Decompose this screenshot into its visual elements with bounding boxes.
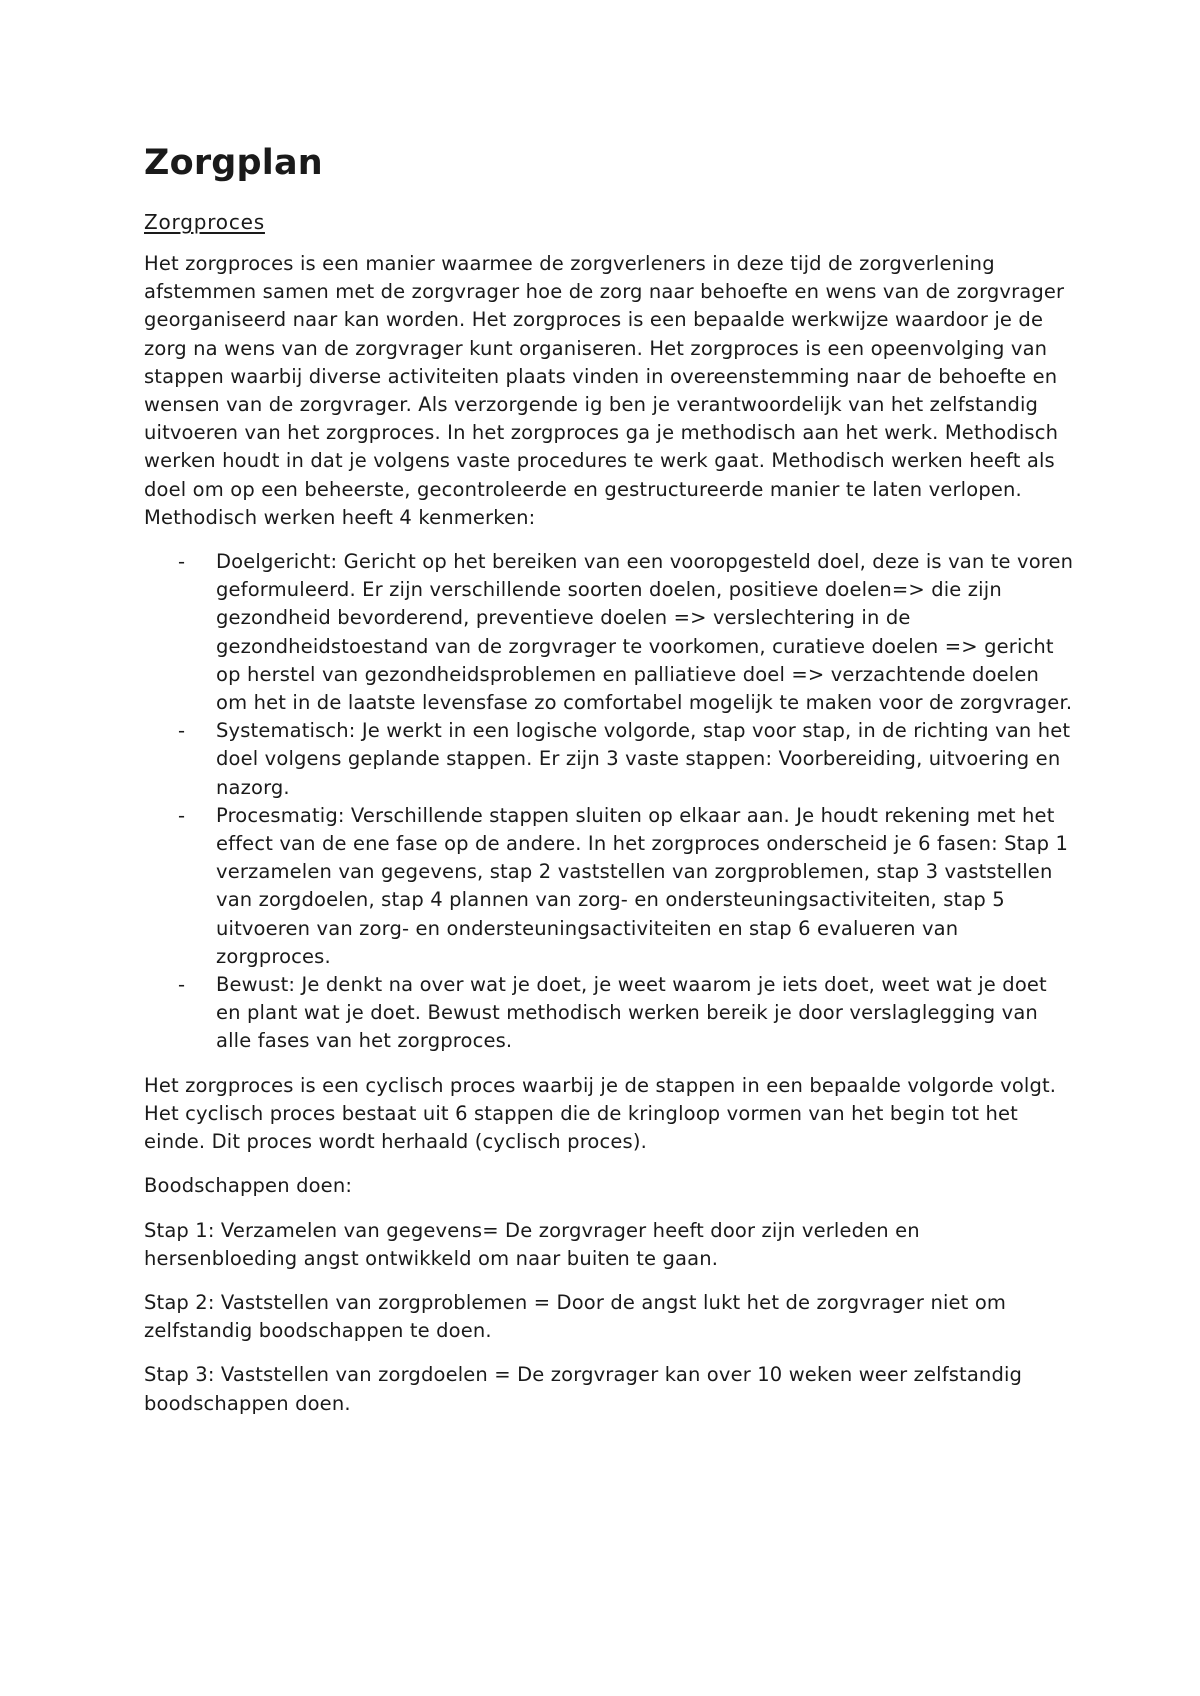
feature-text-bewust: Bewust: Je denkt na over wat je doet, je weet waarom je iets doet, weet wat je doet en plant wat je doet. Bewust methodisch werken bereik je door verslaglegging van alle fases van het zorgproces.	[216, 973, 1047, 1053]
document-content	[144, 138, 1074, 1418]
example-heading: Boodschappen doen:	[144, 1174, 353, 1198]
step-2-paragraph: Stap 2: Vaststellen van zorgproblemen = Door de angst lukt het de zorgvrager niet om zelfstandig boodschappen te doen.	[144, 1290, 1007, 1343]
bullet-dash: -	[178, 719, 186, 743]
list-item	[178, 971, 1074, 1056]
feature-text-systematisch: Systematisch: Je werkt in een logische volgorde, stap voor stap, in de richting van het doel volgens geplande stappen. Er zijn 3 vaste stappen: Voorbereiding, uitvoering en nazorg.	[216, 719, 1071, 799]
feature-text-doelgericht: Doelgericht: Gericht op het bereiken van een vooropgesteld doel, deze is van te voren geformuleerd. Er zijn verschillende soorten doelen, positieve doelen=> die zijn gezondheid bevorderend, preventieve doelen => verslechtering in de gezondheidstoestand van de zorgvrager te voorkomen, curatieve doelen => gericht op herstel van gezondheidsproblemen en palliatieve doel => verzachtende doelen om het in de laatste levensfase zo comfortabel mogelijk te maken voor de zorgvrager.	[216, 550, 1074, 715]
feature-text-procesmatig: Procesmatig: Verschillende stappen sluiten op elkaar aan. Je houdt rekening met het effect van de ene fase op de andere. In het zorgproces onderscheid je 6 fasen: Stap 1 verzamelen van gegevens, stap 2 vaststellen van zorgproblemen, stap 3 vaststellen van zorgdoelen, stap 4 plannen van zorg- en ondersteuningsactiviteiten, stap 5 uitvoeren van zorg- en ondersteuningsactiviteiten en stap 6 evalueren van zorgproces.	[216, 803, 1069, 968]
list-item	[178, 717, 1074, 802]
step-1-paragraph: Stap 1: Verzamelen van gegevens= De zorgvrager heeft door zijn verleden en hersenbloeding angst ontwikkeld om naar buiten te gaan.	[144, 1218, 920, 1270]
bullet-dash: -	[178, 550, 186, 574]
bullet-dash: -	[178, 803, 186, 827]
list-item	[178, 548, 1074, 717]
section-heading: Zorgproces	[144, 210, 265, 234]
intro-paragraph: Het zorgproces is een manier waarmee de zorgverleners in deze tijd de zorgverlening afstemmen samen met de zorgvrager hoe de zorg naar behoefte en wens van de zorgvrager georganiseerd naar kan worden. Het zorgproces is een bepaalde werkwijze waardoor je de zorg na wens van de zorgvrager kunt organiseren. Het zorgproces is een opeenvolging van stappen waarbij diverse activiteiten plaats vinden in overeenstemming naar de behoefte en wensen van de zorgvrager. Als verzorgende ig ben je verantwoordelijk van het zelfstandig uitvoeren van het zorgproces. In het zorgproces ga je methodisch aan het werk. Methodisch werken houdt in dat je volgens vaste procedures te werk gaat. Methodisch werken heeft als doel om op een beheerste, gecontroleerde en gestructureerde manier te laten verlopen. Methodisch werken heeft 4 kenmerken:	[144, 252, 1065, 529]
step-3-paragraph: Stap 3: Vaststellen van zorgdoelen = De zorgvrager kan over 10 weken weer zelfstandig boodschappen doen.	[144, 1363, 1023, 1415]
feature-list	[144, 548, 1074, 1056]
document-title: Zorgplan	[144, 143, 323, 183]
list-item	[178, 802, 1074, 971]
cycle-paragraph: Het zorgproces is een cyclisch proces waarbij je de stappen in een bepaalde volgorde volgt. Het cyclisch proces bestaat uit 6 stappen die de kringloop vormen van het begin tot het einde. Dit proces wordt herhaald (cyclisch proces).	[144, 1073, 1057, 1154]
bullet-dash: -	[178, 973, 186, 997]
